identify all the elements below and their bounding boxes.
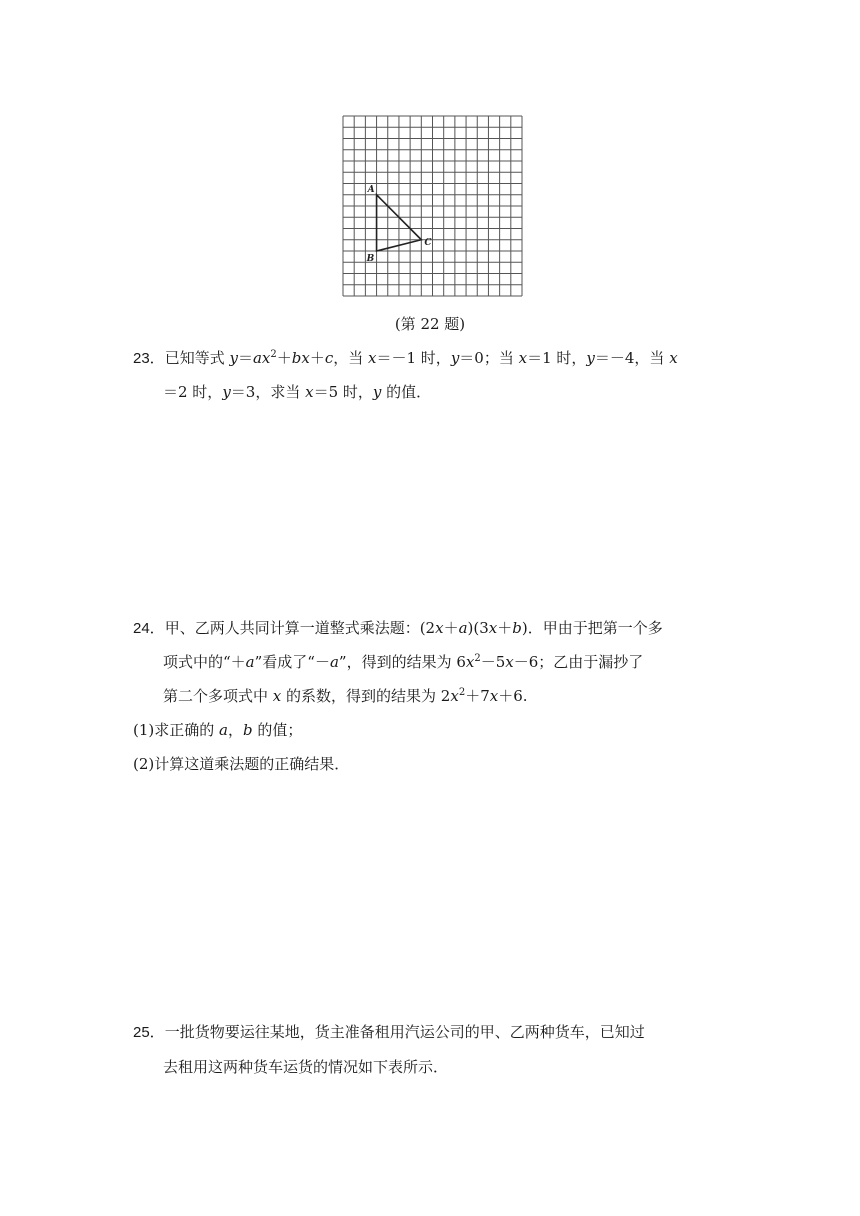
text-fragment: x — [465, 653, 475, 671]
text-fragment: x — [489, 687, 499, 705]
q24-line-3 — [163, 686, 528, 706]
text-fragment: bx — [291, 349, 310, 367]
vertex-label-b: B — [366, 254, 375, 264]
text-fragment: 的值； — [252, 721, 303, 739]
text-fragment: y — [229, 349, 238, 367]
text-fragment: a — [219, 721, 228, 739]
q23-line-2 — [163, 382, 431, 402]
text-fragment: 第二个多项式中 — [163, 687, 273, 705]
q25-line-2: 去租用这两种货车运货的情况如下表所示． — [163, 1058, 449, 1076]
text-fragment: x — [368, 349, 377, 367]
q24-number: 24． — [133, 620, 165, 637]
text-fragment: ＝0；当 — [459, 349, 519, 367]
text-fragment: ＝1 时， — [527, 349, 587, 367]
text-fragment: )(3 — [467, 619, 489, 637]
text-fragment: ＋ — [276, 349, 292, 367]
text-fragment: ＝2 时， — [163, 383, 223, 401]
text-fragment: x — [435, 619, 444, 637]
q24-line-2 — [163, 652, 643, 672]
text-fragment: y — [450, 349, 460, 367]
text-fragment: ＋6. — [498, 687, 528, 705]
text-fragment: a — [245, 653, 255, 671]
q24-sub-2: (2)计算这道乘法题的正确结果． — [133, 755, 350, 773]
text-fragment: c — [324, 349, 334, 367]
text-fragment: )．甲由于把第一个多 — [521, 619, 663, 637]
q24-line-1 — [133, 618, 663, 639]
text-fragment: ，当 — [333, 349, 369, 367]
text-fragment: 的值． — [381, 383, 432, 401]
text-fragment: x — [272, 687, 282, 705]
grid-lines — [343, 116, 522, 296]
text-fragment: a — [329, 653, 339, 671]
text-fragment: ＝ — [237, 349, 253, 367]
q24-sub-1 — [133, 720, 302, 740]
text-fragment: ＝－4，当 — [594, 349, 670, 367]
text-fragment: b — [243, 721, 253, 739]
text-fragment: b — [512, 619, 522, 637]
text-fragment: 2 — [474, 653, 481, 664]
vertex-label-c: C — [424, 237, 432, 248]
text-fragment: 2 — [270, 349, 277, 360]
text-fragment: ”，得到的结果为 6 — [338, 653, 466, 671]
vertex-label-a: A — [367, 184, 375, 195]
text-fragment: ＋ — [309, 349, 325, 367]
text-fragment: －5 — [480, 653, 506, 671]
text-fragment: －6；乙由于漏抄了 — [513, 653, 644, 671]
text-fragment: x — [518, 349, 528, 367]
text-fragment: ＝3，求当 — [230, 383, 306, 401]
text-fragment: 2 — [458, 687, 466, 698]
text-fragment: ＝5 时， — [313, 383, 373, 401]
figure-caption: (第 22 题) — [394, 315, 466, 333]
text-fragment: x — [669, 349, 678, 367]
text-fragment: a — [458, 619, 468, 637]
text-fragment: ， — [227, 721, 243, 739]
text-fragment: x — [505, 653, 514, 671]
text-fragment: y — [222, 383, 231, 401]
q25-line-1 — [133, 1022, 645, 1043]
text-fragment: 的系数，得到的结果为 2 — [281, 687, 451, 705]
text-fragment: 项式中的“＋ — [163, 653, 246, 671]
text-fragment: ＝－1 时， — [376, 349, 451, 367]
text-fragment: x — [450, 687, 459, 705]
text-fragment: ＋ — [497, 619, 513, 637]
q23-line-1 — [133, 348, 678, 369]
q25-number: 25． — [133, 1024, 165, 1041]
text-fragment: ＋7 — [465, 687, 490, 705]
text-fragment: y — [586, 349, 595, 367]
text-fragment: y — [372, 383, 382, 401]
text-fragment: x — [488, 619, 498, 637]
grid-figure — [342, 115, 523, 297]
text-fragment: x — [305, 383, 314, 401]
text-fragment: ”看成了“－ — [254, 653, 330, 671]
text-fragment: 一批货物要运往某地，货主准备租用汽运公司的甲、乙两种货车，已知过 — [164, 1023, 645, 1041]
text-fragment: (1)求正确的 — [133, 721, 220, 739]
text-fragment: 甲、乙两人共同计算一道整式乘法题：(2 — [164, 619, 436, 637]
text-fragment: ＋ — [443, 619, 459, 637]
q23-number: 23． — [133, 350, 165, 367]
text-fragment: ax — [252, 349, 271, 367]
text-fragment: 已知等式 — [164, 349, 230, 367]
